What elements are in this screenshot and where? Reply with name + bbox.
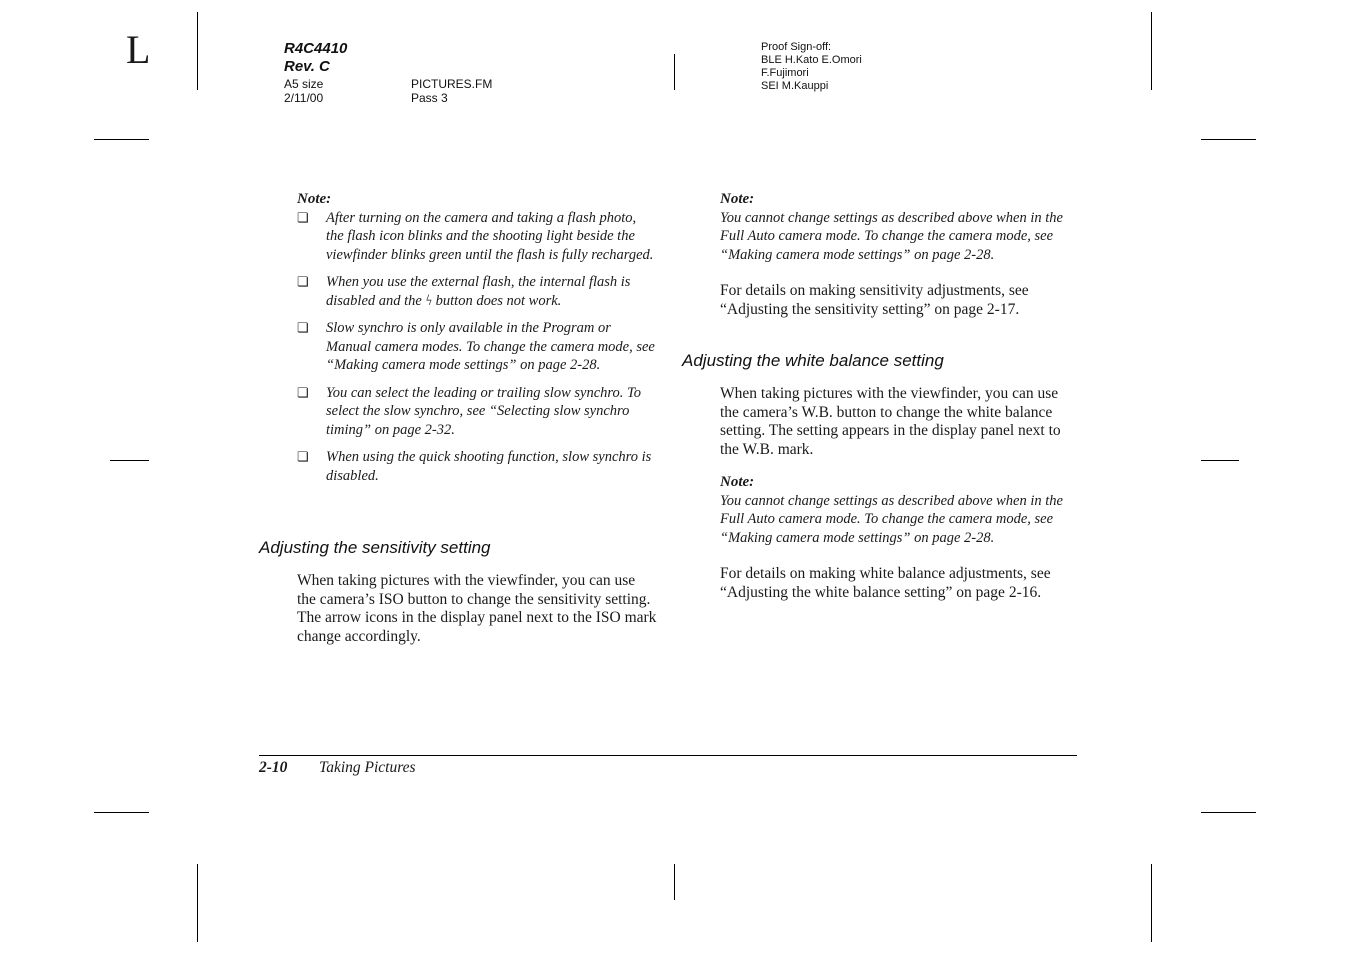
doc-date: 2/11/00 [284, 91, 324, 105]
note-label: Note: [297, 191, 332, 207]
crop-mark-mid-left-horizontal [110, 460, 149, 461]
sensitivity-section-body [297, 572, 657, 646]
right-paragraph-2 [720, 565, 1080, 602]
proof-line: SEI M.Kauppi [761, 80, 829, 92]
note-text: You cannot change settings as described above when in the Full Auto camera mode. To change the camera mode, see “Making camera mode settings” on page 2-28. [720, 209, 1063, 263]
list-item [297, 448, 655, 485]
chapter-title: Taking Pictures [319, 759, 416, 776]
note-label: Note: [720, 191, 755, 207]
bullet-text: Slow synchro is only available in the Program or Manual camera modes. To change the camera mode, see “Making camera mode settings” on page 2-28. [326, 320, 655, 373]
corner-page-letter: L [126, 27, 151, 72]
body-paragraph: For details on making sensitivity adjustments, see “Adjusting the sensitivity setting” on page 2-17. [720, 282, 1029, 318]
right-paragraph-1 [720, 282, 1080, 319]
crop-mark-bottom-left-horizontal [94, 812, 149, 813]
crop-mark-bottom-center-vertical [674, 864, 675, 900]
crop-mark-mid-right-horizontal [1201, 460, 1239, 461]
list-item [297, 319, 655, 375]
checkbox-bullet-icon: ❏ [297, 209, 309, 225]
crop-mark-top-right-horizontal [1201, 139, 1256, 140]
checkbox-bullet-icon: ❏ [297, 384, 309, 400]
crop-mark-bottom-right-vertical [1151, 864, 1152, 942]
paper-size: A5 size [284, 77, 324, 91]
proof-signoff [761, 41, 862, 93]
crop-mark-top-left-horizontal [94, 139, 149, 140]
revision: Rev. C [284, 58, 330, 75]
list-item [297, 209, 655, 265]
crop-mark-top-left-vertical [197, 12, 198, 90]
note-label: Note: [720, 474, 755, 490]
pass-number: Pass 3 [411, 91, 448, 105]
footer-rule [259, 755, 1077, 756]
proof-line: Proof Sign-off: [761, 41, 832, 53]
crop-mark-top-right-vertical [1151, 12, 1152, 90]
right-note-block-1 [720, 190, 1078, 264]
sensitivity-section-heading: Adjusting the sensitivity setting [259, 538, 491, 557]
crop-mark-bottom-right-horizontal [1201, 812, 1256, 813]
body-paragraph: When taking pictures with the viewfinder, you can use the camera’s ISO button to change the sensitivity setting. The arrow icons in the display panel next to the ISO mark change accordingly. [297, 572, 657, 645]
page-number: 2-10 [259, 759, 288, 776]
proof-line: F.Fujimori [761, 67, 809, 79]
bullet-text: You can select the leading or trailing slow synchro. To select the slow synchro, see “Selecting slow synchro timing” on page 2-32. [326, 384, 641, 438]
bullet-text: When you use the external flash, the internal flash is disabled and the ϟ button does not work. [326, 274, 631, 309]
note-text: You cannot change settings as described above when in the Full Auto camera mode. To change the camera mode, see “Making camera mode settings” on page 2-28. [720, 492, 1063, 546]
bullet-text: After turning on the camera and taking a flash photo, the flash icon blinks and the shooting light beside the viewfinder blinks green until the flash is fully recharged. [326, 209, 654, 263]
bullet-text: When using the quick shooting function, slow synchro is disabled. [326, 449, 652, 484]
list-item [297, 384, 655, 440]
white-balance-section-heading: Adjusting the white balance setting [682, 351, 944, 370]
left-note-block [297, 190, 655, 494]
proof-line: BLE H.Kato E.Omori [761, 54, 862, 66]
checkbox-bullet-icon: ❏ [297, 274, 309, 289]
file-name: PICTURES.FM [411, 77, 493, 91]
body-paragraph: For details on making white balance adjustments, see “Adjusting the white balance setting” on page 2-16. [720, 565, 1051, 601]
checkbox-bullet-icon: ❏ [297, 449, 309, 464]
right-note-block-2 [720, 473, 1078, 547]
note-bullet-list [297, 209, 655, 486]
list-item [297, 273, 655, 310]
white-balance-section-body [720, 385, 1080, 459]
crop-mark-top-center-vertical [674, 54, 675, 90]
body-paragraph: When taking pictures with the viewfinder, you can use the camera’s W.B. button to change the white balance setting. The setting appears in the display panel next to the W.B. mark. [720, 385, 1061, 458]
crop-mark-bottom-left-vertical [197, 864, 198, 942]
doc-code: R4C4410 [284, 40, 348, 57]
checkbox-bullet-icon: ❏ [297, 320, 309, 335]
